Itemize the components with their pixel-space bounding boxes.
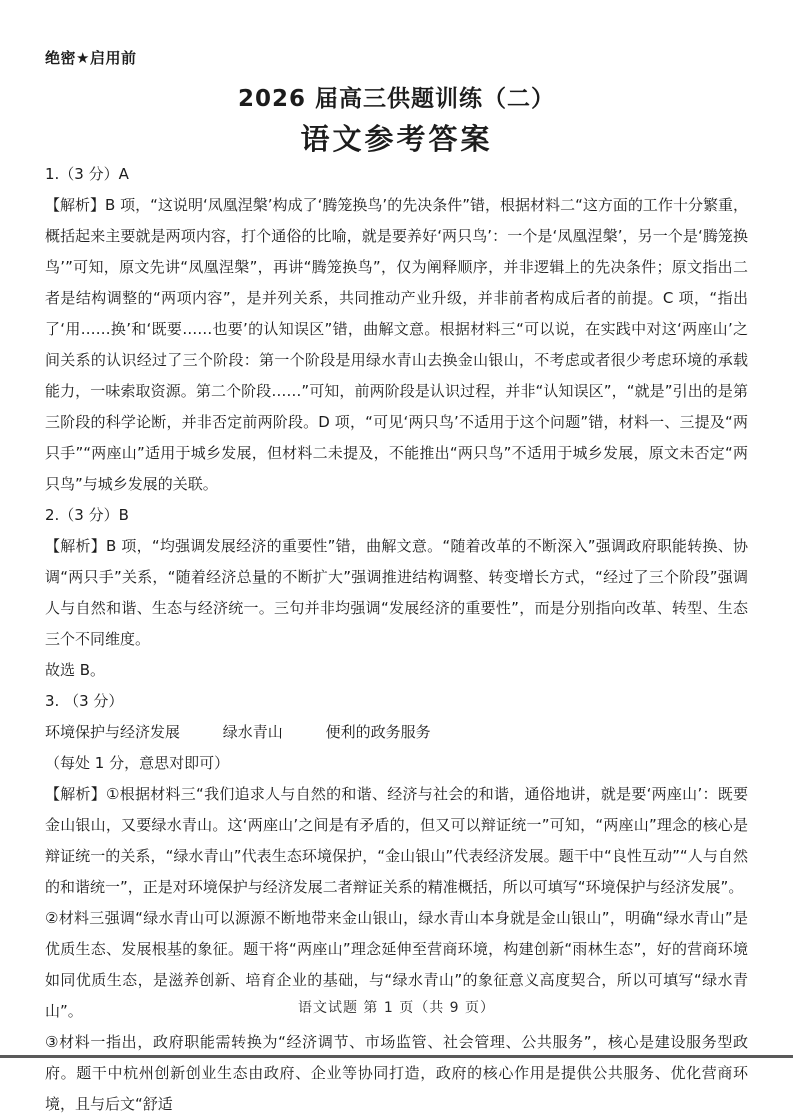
q3-scoring-note: （每处 1 分，意思对即可）	[45, 754, 230, 772]
q1-heading: 1.（3 分）A	[45, 165, 129, 183]
exam-title: 2026 届高三供题训练（二）	[237, 86, 556, 112]
q3-blank-answer-1: 环境保护与经济发展	[45, 723, 181, 741]
q3-analysis-point-1: 【解析】①根据材料三“我们追求人与自然的和谐、经济与社会的和谐，通俗地讲，就是要‘两座山’：既要金山银山，又要绿水青山。这‘两座山’之间是有矛盾的，但又可以辩证统一”可知，“两座山”理念的核心是辩证统一的关系，“绿水青山”代表生态环境保护，“金山银山”代表经济发展。题干中“良性互动”“人与自然的和谐统一”，正是对环境保护与经济发展二者辩证关系的精准概括，所以可填写“环境保护与经济发展”。	[45, 785, 748, 896]
q3-heading: 3. （3 分）	[45, 692, 124, 710]
answers-body	[45, 159, 748, 1120]
q3-blank-answer-3: 便利的政务服务	[325, 723, 431, 741]
q2-analysis: 【解析】B 项，“均强调发展经济的重要性”错，曲解文意。“随着改革的不断深入”强调政府职能转换、协调“两只手”关系，“随着经济总量的不断扩大”强调推进结构调整、转变增长方式，“经过了三个阶段”强调人与自然和谐、生态与经济统一。三句并非均强调“发展经济的重要性”，而是分别指向改革、转型、生态三个不同维度。	[45, 537, 748, 648]
q1-analysis: 【解析】B 项，“这说明‘凤凰涅槃’构成了‘腾笼换鸟’的先决条件”错，根据材料二“这方面的工作十分繁重，概括起来主要就是两项内容，打个通俗的比喻，就是要养好‘两只鸟’：一个是‘凤凰涅槃’，另一个是‘腾笼换鸟’”可知，原文先讲“凤凰涅槃”，再讲“腾笼换鸟”，仅为阐释顺序，并非逻辑上的先决条件；原文指出二者是结构调整的“两项内容”，是并列关系，共同推动产业升级，并非前者构成后者的前提。C 项，“指出了‘用……换’和‘既要……也要’的认知误区”错，曲解文意。根据材料三“可以说，在实践中对这‘两座山’之间关系的认识经过了三个阶段：第一个阶段是用绿水青山去换金山银山，不考虑或者很少考虑环境的承载能力，一味索取资源。第二个阶段……”可知，前两阶段是认识过程，并非“认知误区”，“就是”引出的是第三阶段的科学论断，并非否定前两阶段。D 项，“可见‘两只鸟’不适用于这个问题”错，材料一、三提及“两只手”“两座山”适用于城乡发展，但材料二未提及，不能推出“两只鸟”不适用于城乡发展，原文未否定“两只鸟”与城乡发展的关联。	[45, 196, 748, 493]
q2-heading: 2.（3 分）B	[45, 506, 129, 524]
q3-blank-answer-2: 绿水青山	[222, 723, 283, 741]
answer-block-q2	[45, 500, 748, 686]
q3-blank-answers	[45, 717, 748, 748]
secrecy-label: 绝密★启用前	[45, 49, 137, 67]
answer-key-title: 语文参考答案	[300, 122, 493, 156]
q3-analysis-point-2: ②材料三强调“绿水青山可以源源不断地带来金山银山，绿水青山本身就是金山银山”，明确“绿水青山”是优质生态、发展根基的象征。题干将“两座山”理念延伸至营商环境，构建创新“雨林生态”，好的营商环境如同优质生态，是滋养创新、培育企业的基础，与“绿水青山”的象征意义高度契合，所以可填写“绿水青山”。	[45, 909, 748, 1020]
q2-conclusion: 故选 B。	[45, 661, 106, 679]
answer-block-q1	[45, 159, 748, 500]
q3-analysis-point-3: ③材料一指出，政府职能需转换为“经济调节、市场监管、社会管理、公共服务”，核心是建设服务型政府。题干中杭州创新创业生态由政府、企业等协同打造，政府的核心作用是提供公共服务、优化营商环境，且与后文“舒适	[45, 1033, 748, 1113]
page-footer: 语文试题 第 1 页（共 9 页）	[297, 1000, 496, 1016]
